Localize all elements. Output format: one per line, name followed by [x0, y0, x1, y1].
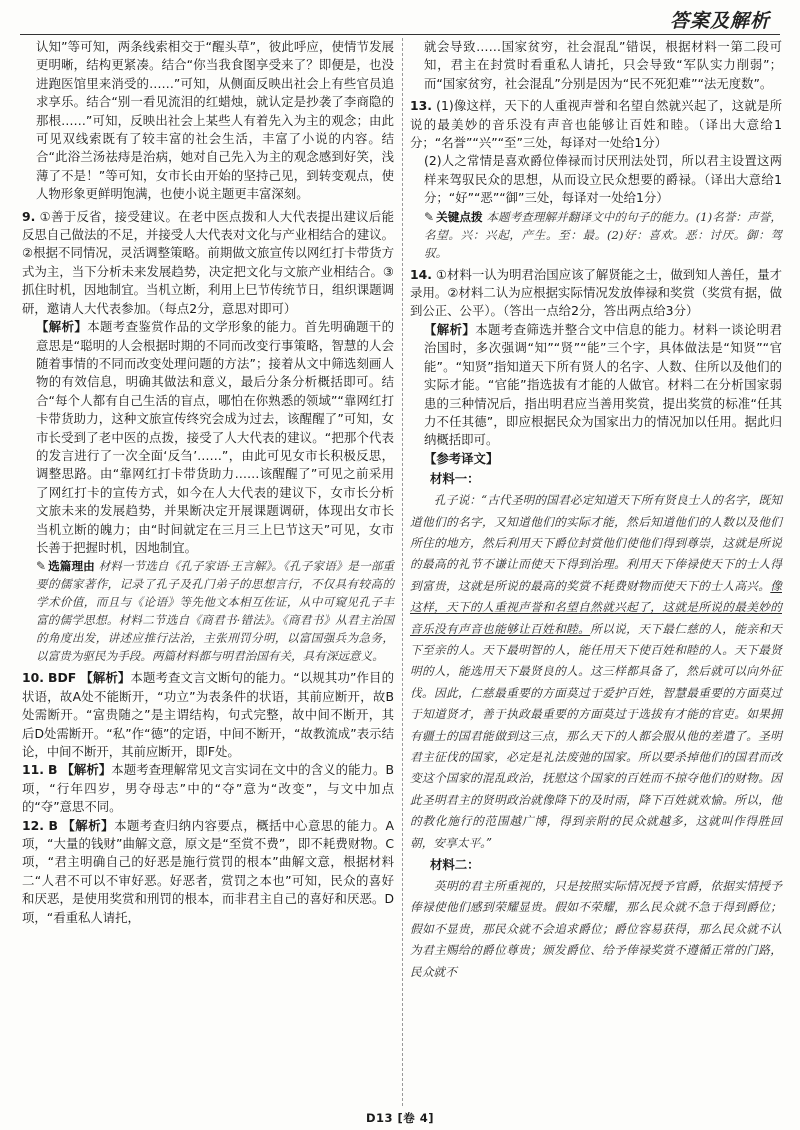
- question-number: 13.: [410, 98, 432, 114]
- pen-icon: ✎: [424, 209, 435, 224]
- translation-text: 孔子说：“古代圣明的国君必定知道天下所有贤良士人的名字，既知道他们的名字，又知道他们的实际才能，然后知道他们的人数以及他们所住的地方，然后利用天下爵位封赏他们使他们得到尊崇，这就是所说的最高的礼节不谦让而使天下得到治理。利用天下俸禄使天下的士人得到富贵，这就是所说的最高的奖赏不耗费财物而使天下的士人高兴。: [410, 493, 782, 593]
- material-2-heading: 材料二：: [430, 857, 480, 873]
- answer-12: [22, 817, 394, 927]
- question-number: 10.: [22, 670, 44, 686]
- answer-text: ①善于反省，接受建议。在老中医点拨和人大代表提出建议后能反思自己做法的不足，并接受人大代表对文化与产业相结合的建议。②根据不同情况，灵活调整策略。前期做文旅宣传以网红打卡带货方式为主，当下分析未来发展趋势，决定把文化与文旅产业相结合。③抓住时机，因地制宜。当机立断，利用上巳节传统节日，组织课题调研，邀请人大代表参加。（每点2分，意思对即可）: [22, 208, 394, 316]
- analysis-text: 本题考查鉴赏作品的文学形象的能力。首先明确题干的意思是“聪明的人会根据时期的不同而改变行事策略，智慧的人会随着事情的不同而改变处理问题的方法”；接着从文中筛选刻画人物的有效信息，明确其做法和意义，最后分条分析概括即可。结合“每个人都有自己生活的盲点，哪怕在你熟悉的领域”“靠网红打卡带货助力，这种文旅宣传终究会成为过去，该醒醒了”可知，女市长受到了老中医的点拨，接受了人大代表的建议。“把那个代表的发言进行了一次全面‘反刍’……”，由此可见女市长积极反思，调整思路。由“靠网红打卡带货助力……该醒醒了”可见之前采用了网红打卡的宣传方式，如今在人大代表的建议下，女市长分析文旅未来的发展趋势，并果断决定开展课题调研，体现出女市长当机立断的魄力；由“时间就定在三月三上巳节这天”可见，女市长善于把握时机，因地制宜。: [36, 319, 395, 555]
- reference-translation-title: 【参考译文】: [424, 450, 499, 466]
- analysis-14: [410, 321, 782, 450]
- material-1-translation: [410, 490, 782, 854]
- analysis-tag: 【解析】: [80, 670, 131, 686]
- page-number: D13 [卷 4]: [365, 1111, 435, 1125]
- selection-reason-note: [22, 557, 394, 665]
- answer-9: [22, 208, 394, 318]
- question-number: 12.: [22, 817, 44, 833]
- left-column: [22, 38, 394, 927]
- answer-text: ①材料一认为明君治国应该了解贤能之士，做到知人善任，量才录用。②材料二认为应根据实际情况发放俸禄和奖赏（奖赏有据，做到公正、公平）。（答出一点给2分，答出两点给3分）: [410, 266, 782, 319]
- question-number: 9.: [22, 208, 36, 224]
- analysis-tag: 【解析】: [62, 817, 115, 833]
- header-rule: [20, 34, 780, 35]
- analysis-text: 本题考查筛选并整合文中信息的能力。材料一谈论明君治国时，多次强调“知”“贤”“能”三个字，具体做法是“知贤”“官能”。“知贤”指知道天下所有贤人的名字、人数、住所以及他们的实际才能。“官能”指选拔有才能的人做官。材料二在分析国家弱患的三种情况后，指出明君应当善用奖赏，提出奖赏的标准“任其力不任其德”，即应根据民众为国家出力的情况加以任用。据此归纳概括即可。: [424, 321, 783, 448]
- analysis-tag: 【解析】: [424, 321, 476, 337]
- analysis-text: 本题考查文言文断句的能力。“以规其功”作目的状语，故A处不能断开，“功立”为表条件的状语，其前应断开，故B处需断开。“富贵随之”是主谓结构，句式完整，故中间不断开，其后D处需断开。“私”作“德”的定语，中间不断开，“故教流成”表示结论，中间不断开，其前应断开，即F处。: [22, 670, 394, 759]
- translation-text: 所以说，天下最仁慈的人，能亲和天下至亲的人。天下最明智的人，能任用天下使百姓和睦的人。天下最贤明的人，能选用天下最贤良的人。这三样都具备了，然后就可以向外征伐。因此，仁慈最重要的方面莫过于爱护百姓，智慧最重要的方面莫过于知道贤才，善于执政最重要的方面莫过于选拔有才能的官吏。如果拥有疆土的国君能做到这三点，那么天下的人都会服从他的差遣了。圣明君主征伐的国家，必定是礼法废弛的国家。所以要杀掉他们的国君而改变这个国家的混乱政治，抚慰这个国家的百姓而不掠夺他们的财物。因此圣明君主的贤明政治就像降下的及时雨，降下百姓就欢愉。所以，他的教化施行的范围越广博，得到亲附的民众就越多，这就叫作得胜回朝，安享太平。”: [410, 621, 782, 850]
- note-label: 选篇理由: [48, 559, 95, 574]
- answer-10: [22, 669, 394, 761]
- question-number: 14.: [410, 266, 432, 282]
- answer-11: [22, 761, 394, 816]
- answer-text: (1)像这样，天下的人重视声誉和名望自然就兴起了，这就是所说的最美妙的音乐没有声音也能够让百姓和睦。（译出大意给1分；“名誉”“兴”“至”三处，每译对一处给1分）: [410, 98, 782, 151]
- key-point-note: [410, 208, 782, 262]
- question-number: 11.: [22, 762, 44, 778]
- answer-choice: B: [48, 817, 58, 833]
- column-divider: [402, 38, 403, 1106]
- answer-13-part2: (2)人之常情是喜欢爵位俸禄而讨厌刑法处罚，所以君主设置这两样来驾驭民众的思想，从而设立民众想要的爵禄。（译出大意给1分；“好”“恶”“御”三处，每译对一处给1分）: [424, 153, 782, 206]
- analysis-tag: 【解析】: [36, 319, 88, 335]
- header-title: 答案及解析: [669, 10, 770, 32]
- right-column: [410, 38, 782, 983]
- answer-14: [410, 266, 782, 321]
- answer-12-continued: 就会导致……国家贫穷，社会混乱”错误，根据材料一第二段可知，君主在封赏时看重私人请托，只会导致“军队实力削弱”；而“国家贫穷，社会混乱”分别是因为“民不死犯难”“法无度数”。: [424, 39, 782, 91]
- note-text: 本题考查理解并翻译文中的句子的能力。(1)名誉：声誉，名望。兴：兴起，产生。至：最。(2)好：喜欢。恶：讨厌。御：驾驭。: [424, 209, 782, 260]
- analysis-text: 本题考查理解常见文言实词在文中的含义的能力。B项，“行年四岁，男夺母志”中的“夺”意为“改变”，与文中加点的“夺”意思不同。: [22, 762, 394, 815]
- answer-13: [410, 97, 782, 152]
- note-text: 材料一节选自《孔子家语·王言解》。《孔子家语》是一部重要的儒家著作，记录了孔子及孔门弟子的思想言行，不仅具有较高的学术价值，而且与《论语》等先他文本相互佐证，从中可窥见孔子丰富的儒学思想。材料二节选自《商君书·错法》。《商君书》从君主治国的角度出发，讲述应推行法治，主张刑罚分明，以富国强兵为急务，以富贵为驱民为手段。两篇材料都与明君治国有关，具有深远意义。: [36, 559, 394, 664]
- pen-icon: ✎: [36, 559, 47, 574]
- material-1-heading: 材料一：: [430, 471, 480, 487]
- underlined-sentence: 像这样，天下的人重视声誉和名望自然就兴起了，这就是所说的最美妙的音乐没有声音也能够让百姓和睦。: [410, 578, 782, 636]
- analysis-text: 本题考查归纳内容要点，概括中心意思的能力。A项，“大量的钱财”曲解文意，原文是“至赏不费”，即不耗费财物。C项，“君主明确自己的好恶是施行赏罚的根本”曲解文意，根据材料二“人君不可以不审好恶。好恶者，赏罚之本也”可知，民众的喜好和厌恶，是使用奖赏和刑罚的根本，而非君主自己的喜好和厌恶。D项，“看重私人请托，: [22, 817, 394, 925]
- analysis-9: [22, 318, 394, 557]
- material-2-translation: 英明的君主所重视的，只是按照实际情况授予官爵，依据实情授予俸禄使他们感到荣耀显贵。假如不荣耀，那么民众就不急于得到爵位；假如不显贵，那民众就不会追求爵位；爵位容易获得，那么民众就不认为君主赐给的爵位尊贵；颁发爵位、给予俸禄奖赏不遵循正常的门路，民众就不: [410, 879, 782, 979]
- answer-8-continued: 认知”等可知，两条线索相交于“醒头草”，彼此呼应，使情节发展更明晰，结构更紧凑。结合“你当我食图享受来了？即便是，也没进跑医馆里来消受的……”可知，从侧面反映出社会上有些官员追求享乐。结合“别一看见流泪的红蜡烛，就认定是抄袭了李商隐的那根……”可知，反映出社会上某些人有着先入为主的观念；由此可见双线索既有了较丰富的社会生活，丰富了小说的内容。结合“此浴兰汤祛痔是治病，她对自己先入为主的观念感到好笑，浅薄了不是！”等可知，女市长由开始的坚持己见，到转变观点，使人物形象更鲜明饱满，也使小说主题更丰富深刻。: [36, 39, 394, 202]
- note-label: 关键点拨: [436, 209, 483, 224]
- analysis-tag: 【解析】: [61, 762, 112, 778]
- answer-choice: B: [47, 762, 58, 778]
- answer-choice: BDF: [48, 670, 77, 686]
